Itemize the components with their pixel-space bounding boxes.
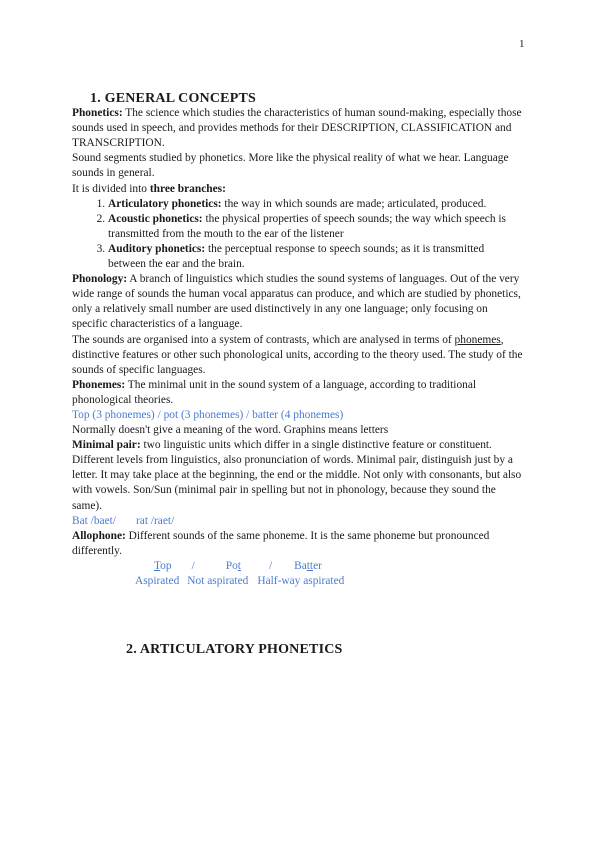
label-aspirated: Aspirated — [135, 575, 180, 587]
section-title-articulatory-phonetics: 2. ARTICULATORY PHONETICS — [126, 642, 343, 657]
list-item: 3. Auditory phonetics: the perceptual response to speech sounds; as it is transmitted between the ear and the brain. — [108, 242, 524, 272]
phonology-term: Phonology: — [72, 273, 128, 286]
list-item: 1. Articulatory phonetics: the way in which sounds are made; articulated, produced. — [108, 197, 524, 212]
phonemes-definition: Phonemes: The minimal unit in the sound system of a language, according to traditional phonological theories. — [72, 378, 477, 406]
branches-intro: It is divided into three branches: — [72, 182, 226, 195]
phonetics-term: Phonetics: — [72, 107, 123, 120]
list-item: 2. Acoustic phonetics: the physical properties of speech sounds; the way which speech is transmitted from the mouth to the ear of the listener — [108, 212, 524, 242]
example-word-batter: Batter — [294, 559, 322, 572]
minimal-pair-definition: Minimal pair: two linguistic units which differ in a single distinctive feature or constituent. Different levels from linguistics, also pronunciation of words. Minimal pair, distinguish just by a letter. It may take place at the beginning, the end or the middle. Not only with consonants, but also with vowels. Son/Sun (minimal pair in spelling but not in phonology, because they sound the same). — [72, 439, 522, 512]
branches-list — [72, 197, 524, 272]
example-word-top: Top — [154, 559, 172, 572]
phonemes-note: Normally doesn't give a meaning of the word. Graphins means letters — [72, 424, 389, 437]
phonemes-term: Phonemes: — [72, 378, 126, 391]
allophone-labels — [72, 574, 524, 589]
example-word-pot: Pot — [225, 559, 241, 572]
phonetics-note: Sound segments studied by phonetics. More like the physical reality of what we hear. Language sounds in general. — [72, 152, 509, 180]
phonology-note: The sounds are organised into a system of contrasts, which are analysed in terms of phonemes, distinctive features or other such phonological units, according to the theory used. The study of the sounds of specific languages. — [72, 333, 523, 376]
phonemes-example: Top (3 phonemes) / pot (3 phonemes) / batter (4 phonemes) — [72, 408, 344, 421]
phonology-definition: Phonology: A branch of linguistics which studies the sound systems of languages. Out of the very wide range of sounds the human vocal apparatus can produce, and which are studied by phonetics, only a relatively small number are used distinctively in any one language; only focusing on specific characteristics of a language. — [72, 273, 521, 331]
minimal-pair-term: Minimal pair: — [72, 439, 141, 452]
document-body — [72, 91, 524, 657]
allophone-definition: Allophone: Different sounds of the same phoneme. It is the same phoneme but pronounced differently. — [72, 529, 490, 557]
section-title-general-concepts: 1. GENERAL CONCEPTS — [90, 91, 256, 106]
label-not-aspirated: Not aspirated — [187, 575, 249, 587]
allophone-examples — [72, 559, 524, 574]
page-number: 1 — [519, 38, 525, 50]
separator: / — [268, 559, 273, 572]
separator: / — [191, 559, 195, 572]
minimal-pair-example: Bat /baet/ rat /raet/ — [72, 514, 175, 527]
allophone-term: Allophone: — [72, 529, 126, 542]
phonetics-definition: Phonetics: The science which studies the characteristics of human sound-making, especially those sounds used in speech, and provides methods for their DESCRIPTION, CLASSIFICATION and TRANSCRIPTION. — [72, 107, 522, 150]
label-half-way-aspirated: Half-way aspirated — [257, 575, 345, 587]
